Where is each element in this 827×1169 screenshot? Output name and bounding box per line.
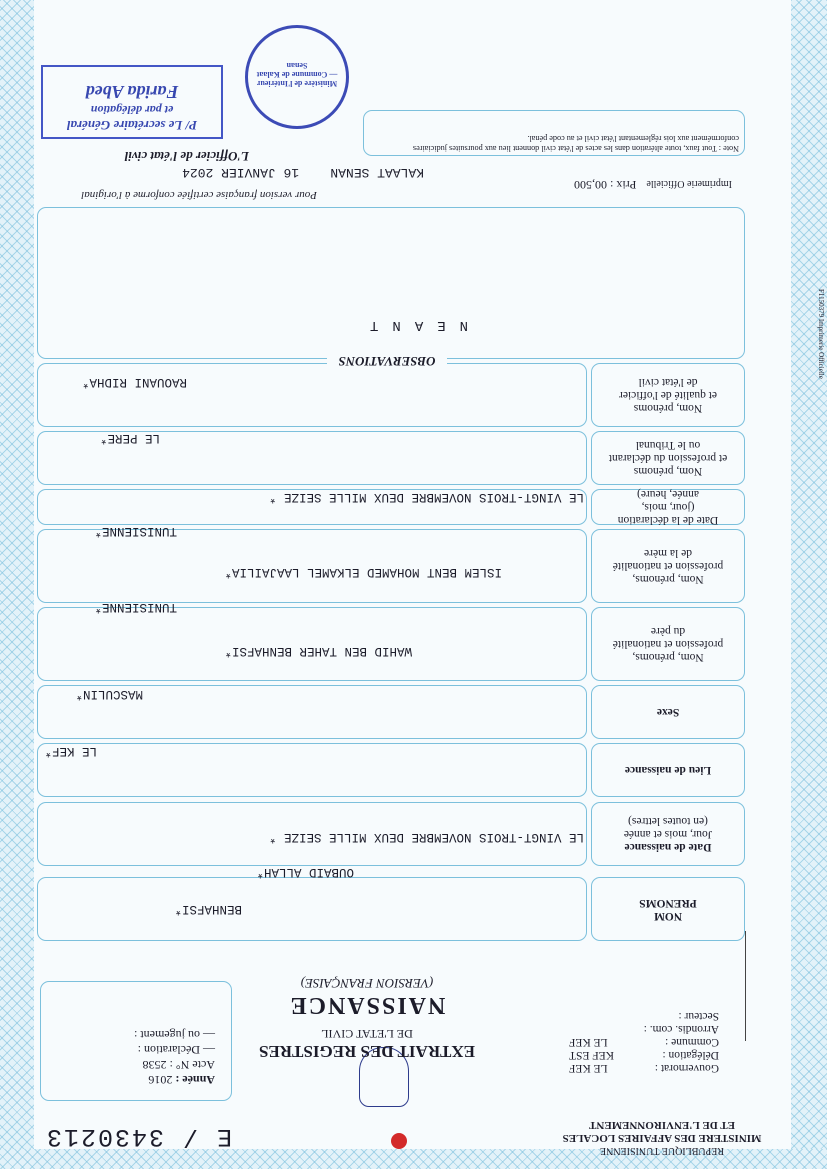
- nom-prenoms-value-box: [37, 877, 587, 941]
- guilloche-border-left: [791, 0, 827, 1169]
- prenoms-value: OUBAID ALLAH*: [256, 865, 354, 879]
- declarant-label-line-3: ou le Tribunal: [635, 439, 701, 452]
- certification-line: Pour version française certifiée conforme à l'original: [81, 189, 317, 201]
- issue-date: 16 JANVIER 2024: [182, 165, 300, 180]
- officier-value-box: [37, 363, 587, 427]
- pere-name-value: WAHID BEN TAHER BENHAFSI*: [224, 644, 412, 658]
- municipal-round-stamp: [245, 25, 349, 129]
- title-line-1: EXTRAIT DES REGISTRES: [258, 1042, 476, 1061]
- issue-place: KALAAT SENAN: [330, 165, 424, 180]
- commune-value: LE KEF: [569, 1036, 608, 1048]
- date-declaration-label-line-3: année, heure): [637, 488, 699, 501]
- officier-label-line-3: de l'état civil: [638, 376, 698, 389]
- sexe-value: MASCULIN*: [75, 687, 143, 701]
- delegation-label: Délégation :: [662, 1049, 719, 1061]
- mere-label-line-1: Nom, prénoms,: [632, 573, 704, 586]
- acte-jugement-option: — ou jugement :: [134, 1028, 215, 1042]
- republic-label: REPUBLIQUE TUNISIENNE: [600, 1145, 724, 1156]
- printer-name: Imprimerie Officielle: [646, 178, 732, 189]
- observations-title: OBSERVATIONS: [327, 353, 447, 369]
- date-naissance-label: Date de naissance: [624, 841, 712, 854]
- nom-value: BENHAFSI*: [174, 902, 242, 916]
- pere-nationality-value: TUNISIENNE*: [94, 600, 177, 614]
- title-line-2: DE L'ETAT CIVIL: [321, 1027, 413, 1041]
- note-text: Note : Tout faux, toute altération dans les actes de l'état civil donnent lieu aux poursuites judiciaires conformément aux lois réglementant l'état civil et au code pénal.: [412, 134, 739, 153]
- lieu-naissance-value: LE KEF*: [44, 744, 97, 758]
- mere-nationality-value: TUNISIENNE*: [94, 524, 177, 538]
- officier-label-box: [591, 363, 745, 427]
- document-title: [237, 975, 497, 1061]
- date-declaration-label-line-1: Date de la déclaration: [617, 514, 719, 527]
- declarant-label-line-1: Nom, prénoms: [633, 465, 703, 478]
- secteur-label: Secteur :: [678, 1010, 719, 1022]
- acte-number-value: 2538: [142, 1058, 167, 1072]
- lieu-naissance-label-box: [591, 743, 745, 797]
- frame-line: [745, 931, 746, 1041]
- officier-label-line-1: Nom, prénoms: [633, 402, 703, 415]
- declarant-label-line-2: et profession du déclarant: [608, 452, 728, 465]
- ministry-line-2: ET DE L'ENVIRONNEMENT: [589, 1119, 735, 1131]
- stamp-rect-line-2: et par délégation: [90, 103, 174, 117]
- guilloche-border-right: [0, 0, 34, 1169]
- ministry-header: [547, 1118, 777, 1157]
- gouvernorat-label: Gouvernorat :: [654, 1062, 719, 1074]
- gouvernorat-value: LE KEF: [569, 1062, 608, 1074]
- title-version: (VERSION FRANÇAISE): [300, 976, 434, 991]
- pere-label-line-1: Nom, prénoms,: [632, 651, 704, 664]
- officier-label-line-2: et qualité de l'officier: [619, 389, 717, 402]
- admin-info: [569, 1009, 719, 1074]
- date-naissance-sublabel-2: (en toutes lettres): [628, 815, 708, 828]
- ministry-line-1: MINISTERE DES AFFAIRES LOCALES: [562, 1132, 762, 1144]
- mere-label-line-2: profession et nationalité: [612, 560, 724, 573]
- pere-label-line-3: du père: [650, 625, 686, 638]
- title-naissance: NAISSANCE: [288, 992, 446, 1018]
- printer-price-value: Prix : 00,500: [574, 178, 637, 192]
- nom-prenoms-label-box: [591, 877, 745, 941]
- date-declaration-value: LE VINGT-TROIS NOVEMBRE DEUX MILLE SEIZE *: [268, 490, 584, 504]
- mere-label-line-3: de la mère: [644, 547, 692, 560]
- sexe-label: Sexe: [656, 706, 680, 719]
- officer-title: L'Officier de l'état civil: [124, 149, 249, 164]
- annee-label: Année :: [175, 1073, 215, 1087]
- printer-side-text: F1150379 Imprimerie Officielle: [817, 289, 825, 379]
- date-naissance-value: LE VINGT-TROIS NOVEMBRE DEUX MILLE SEIZE *: [268, 830, 584, 844]
- pere-label-line-2: profession et nationalité: [612, 638, 724, 651]
- stamp-rect-line-1: P/ Le secrétaire Général: [66, 118, 198, 133]
- printer-price: [574, 177, 732, 191]
- serial-number: E / 3430213: [44, 1122, 232, 1151]
- declarant-value: LE PERE*: [99, 431, 160, 445]
- sexe-label-box: [591, 685, 745, 739]
- mere-name-value: ISLEM BENT MOHAMED ELKAMEL LAAJAILIA*: [224, 565, 502, 579]
- date-declaration-label-line-2: (jour, mois,: [641, 501, 695, 514]
- officier-value: RAOUANI RIDHA*: [81, 375, 187, 389]
- tunisia-flag-icon: [391, 1133, 407, 1149]
- stamp-circular-text: Ministère de l'Intérieur — Commune de Kalaat Senan: [256, 61, 338, 88]
- acte-declaration-option: — Déclaration :: [137, 1043, 215, 1057]
- delegation-signature-stamp: [41, 65, 223, 139]
- prenoms-label: PRENOMS: [639, 897, 697, 909]
- delegation-value: KEF EST: [569, 1049, 615, 1061]
- mere-label-box: [591, 529, 745, 603]
- arrondissement-label: Arrondis. com. :: [643, 1023, 719, 1035]
- date-naissance-label-box: [591, 802, 745, 866]
- acte-info: [55, 1027, 215, 1087]
- commune-label: Commune :: [665, 1036, 719, 1048]
- date-naissance-sublabel-1: Jour, mois et année: [623, 828, 713, 841]
- lieu-naissance-value-box: [37, 743, 587, 797]
- pere-label-box: [591, 607, 745, 681]
- annee-value: 2016: [148, 1073, 173, 1087]
- nom-label: NOM: [653, 910, 683, 922]
- stamp-signatory-name: Farida Abed: [85, 82, 179, 102]
- issue-place-date: [182, 165, 424, 180]
- observations-value: NEANT: [356, 317, 469, 333]
- acte-number-label: Acte N° :: [169, 1058, 215, 1072]
- date-declaration-label-box: [591, 489, 745, 525]
- observations-box: [37, 207, 745, 359]
- declarant-label-box: [591, 431, 745, 485]
- lieu-naissance-label: Lieu de naissance: [624, 764, 712, 777]
